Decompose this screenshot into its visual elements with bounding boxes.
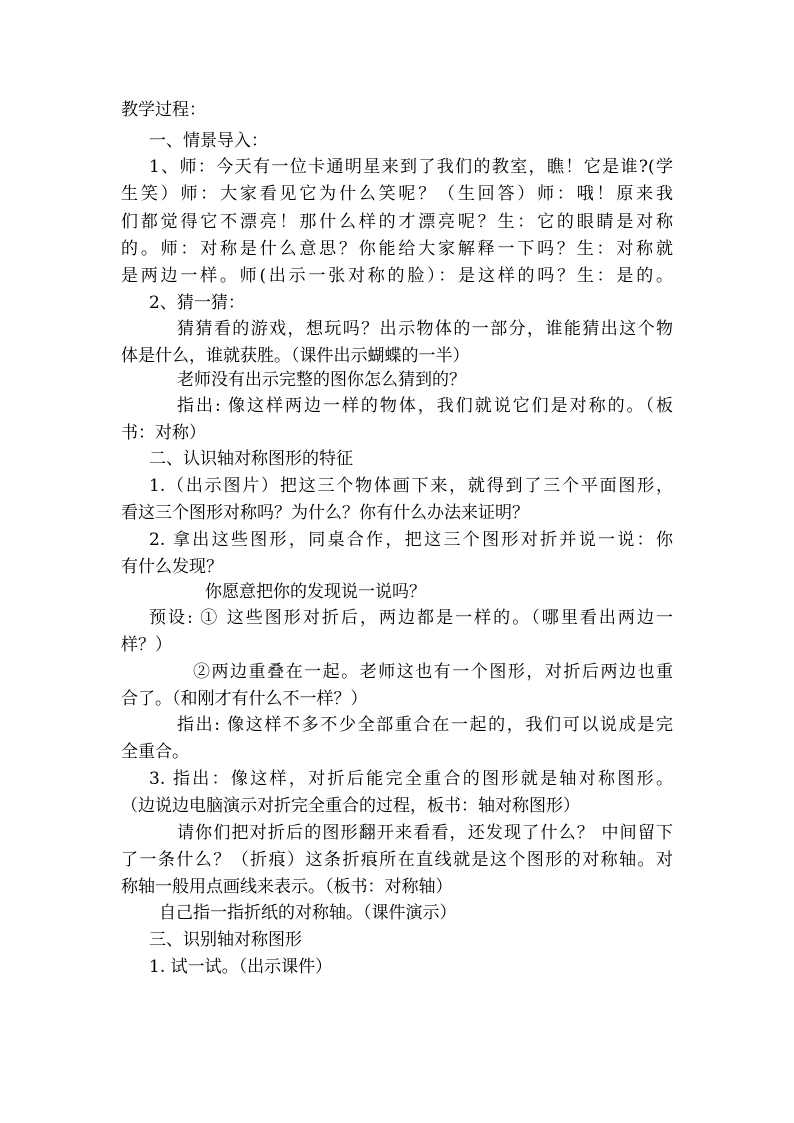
s2-preset2-line2: 合了。（和刚才有什么不一样？） [121, 689, 368, 709]
s2-item1-line1: 1.（出示图片）把这三个物体画下来，就得到了三个平面图形， [149, 476, 673, 496]
s1-item2-para-line1: 猜猜看的游戏，想玩吗？出示物体的一部分，谁能猜出这个物 [177, 319, 673, 339]
s2-preset1-line2: 样？） [121, 635, 172, 655]
s2-ask: 你愿意把你的发现说一说吗？ [205, 582, 426, 602]
s1-item2-point-line2: 书：对称） [121, 423, 206, 443]
section1-heading: 一、情景导入： [149, 131, 268, 151]
s1-item1-line2: 生笑）师：大家看见它为什么笑呢？（生回答）师：哦！原来我 [121, 184, 673, 204]
s2-item2-line1: 2. 拿出这些图形，同桌合作，把这三个图形对折并说一说：你 [149, 530, 673, 550]
s1-item2-point-line1: 指出: 像这样两边一样的物体，我们就说它们是对称的。（板 [177, 396, 673, 416]
s2-unfold-line1: 请你们把对折后的图形翻开来看看，还发现了什么？ 中间留下 [177, 823, 673, 843]
s1-item1-line5: 是两边一样。师(出示一张对称的脸）：是这样的吗？生：是的。 [121, 266, 673, 286]
s1-item2-para-line2: 体是什么，谁就获胜。（课件出示蝴蝶的一半） [121, 346, 470, 366]
s2-self: 自己指一指折纸的对称轴。（课件演示） [159, 903, 457, 923]
s2-item3-line2: （边说边电脑演示对折完全重合的过程，板书：轴对称图形） [121, 796, 580, 816]
s1-item2-question: 老师没有出示完整的图你怎么猜到的？ [177, 370, 466, 390]
s2-preset1-line1: 预设: ① 这些图形对折后，两边都是一样的。（哪里看出两边一 [149, 608, 673, 628]
s2-item3-line1: 3. 指出：像这样，对折后能完全重合的图形就是轴对称图形。 [149, 769, 673, 789]
s2-item2-line2: 有什么发现？ [121, 557, 223, 577]
s2-point-line2: 全重合。 [121, 742, 189, 762]
s1-item1-line4: 的。师：对称是什么意思？你能给大家解释一下吗？生：对称就 [121, 239, 673, 259]
section2-heading: 二、认识轴对称图形的特征 [149, 449, 353, 469]
section3-heading: 三、识别轴对称图形 [149, 930, 302, 950]
doc-title: 教学过程： [121, 100, 206, 120]
s1-item1-line3: 们都觉得它不漂亮！那什么样的才漂亮呢？生：它的眼睛是对称 [121, 212, 673, 232]
s1-item1-line1: 1、师：今天有一位卡通明星来到了我们的教室，瞧！它是谁?(学 [149, 157, 673, 177]
s1-item2-heading: 2、猜一猜： [149, 293, 245, 313]
s2-unfold-line2: 了一条什么？（折痕）这条折痕所在直线就是这个图形的对称轴。对 [121, 850, 673, 870]
s2-unfold-line3: 称轴一般用点画线来表示。（板书：对称轴） [121, 877, 453, 897]
s2-item1-line2: 看这三个图形对称吗？为什么？你有什么办法来证明？ [121, 503, 529, 523]
s2-preset2-line1: ②两边重叠在一起。老师这也有一个图形，对折后两边也重 [193, 662, 673, 682]
s2-point-line1: 指出: 像这样不多不少全部重合在一起的，我们可以说成是完 [177, 715, 673, 735]
s3-item1: 1. 试一试。（出示课件） [149, 957, 333, 977]
